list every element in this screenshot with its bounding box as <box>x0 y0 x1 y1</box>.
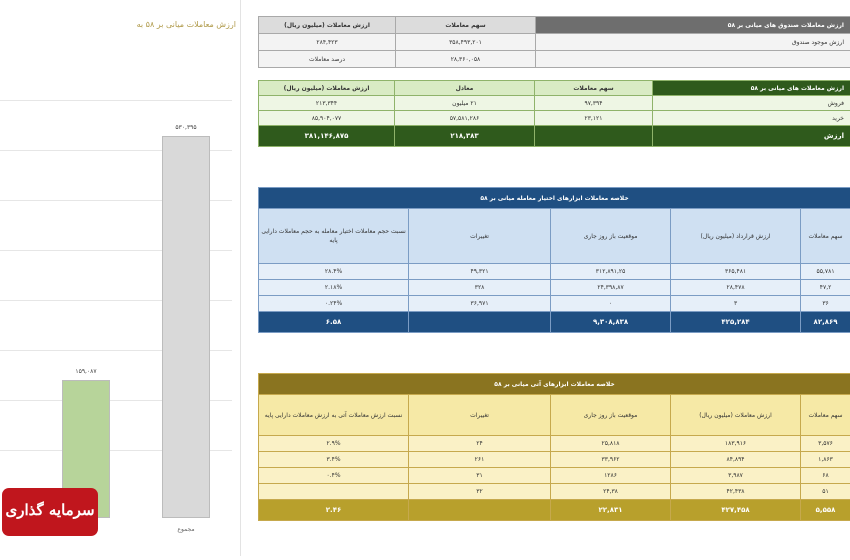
total-cell: ۴۲۵,۲۸۴ <box>671 312 801 333</box>
trades-summary-title: ارزش معاملات های میانی بر ۵۸ <box>653 81 850 96</box>
options-summary-table <box>258 187 850 333</box>
table-cell: ۴۹,۳۲۱ <box>409 264 551 280</box>
col-header: سهم معاملات <box>396 17 536 34</box>
chart-bar <box>162 136 210 518</box>
table-cell: ۲۸,۳۶۰,۰۵۸ <box>396 51 536 68</box>
table-cell: ۲۸۴,۴۲۳ <box>259 34 396 51</box>
col-header: تغییرات <box>409 395 551 436</box>
total-cell: ۳۸۱,۱۴۶,۸۷۵ <box>259 126 395 147</box>
col-header: ارزش معاملات (میلیون ریال) <box>259 81 395 96</box>
col-header: ارزش معاملات (میلیون ریال) <box>259 17 396 34</box>
col-header: ارزش معاملات (میلیون ریال) <box>671 395 801 436</box>
gridline <box>0 100 232 101</box>
bar-category-label: مجموع <box>177 526 195 533</box>
table-cell: ۵۱ <box>801 484 850 500</box>
table-cell: ۳۶ <box>801 296 850 312</box>
chart-title: ارزش معاملات میانی بر ۵۸ به <box>136 20 236 29</box>
table-cell: ۲۳,۱۲۱ <box>535 111 653 126</box>
fund-subtitle: ارزش موجود صندوق <box>536 34 850 51</box>
total-cell <box>409 500 551 521</box>
col-header: نسبت حجم معاملات اختیار معامله به حجم معاملات دارایی پایه <box>259 209 409 264</box>
fund-summary-table <box>258 16 850 68</box>
table-cell: ۳۳,۹۶۲ <box>551 452 671 468</box>
table-row <box>259 296 850 312</box>
row-label: فروش <box>653 96 850 111</box>
bar-value-label: ۱۵۹,۰۸۷ <box>75 368 97 375</box>
futures-summary-table <box>258 373 850 521</box>
table-cell: ۳,۹۸۷ <box>671 468 801 484</box>
table-cell: ۵۵,۷۸۱ <box>801 264 850 280</box>
table-cell: ۲۱ میلیون <box>395 96 535 111</box>
logo-text: سرمایه گذاری <box>5 501 95 519</box>
fund-summary-title: ارزش معاملات صندوق های میانی بر ۵۸ <box>536 17 850 34</box>
table-cell <box>259 484 409 500</box>
table-cell: ۲۴ <box>409 436 551 452</box>
col-header: سهم معاملات <box>535 81 653 96</box>
brand-logo <box>2 488 98 536</box>
table-cell: ۸۵,۹۰۴,۰۷۷ <box>259 111 395 126</box>
total-cell <box>409 312 551 333</box>
options-summary-title: خلاصه معاملات ابزارهای اختیار معامله میانی بر ۵۸ <box>259 188 850 209</box>
total-label: ارزش <box>653 126 850 147</box>
table-row <box>259 280 850 296</box>
total-row <box>259 312 850 333</box>
col-header: ارزش قرارداد (میلیون ریال) <box>671 209 801 264</box>
table-cell: ۵۷,۵۸۱,۲۸۶ <box>395 111 535 126</box>
total-cell: ۹,۳۰۸,۸۳۸ <box>551 312 671 333</box>
bar-value-label: ۵۳۰,۳۹۵ <box>175 124 197 131</box>
row-label: خرید <box>653 111 850 126</box>
table-cell: ۰.۲۴% <box>259 296 409 312</box>
table-cell: ۳.۴% <box>259 452 409 468</box>
table-cell: ۳۶,۹۷۱ <box>409 296 551 312</box>
table-cell: ۸۴,۸۹۴ <box>671 452 801 468</box>
table-cell: ۱۲۸۶ <box>551 468 671 484</box>
table-row <box>259 468 850 484</box>
total-cell: ۴۲۷,۴۵۸ <box>671 500 801 521</box>
total-cell: ۲.۴۶ <box>259 500 409 521</box>
table-cell: ۳,۵۷۶ <box>801 436 850 452</box>
table-cell: ۳۲ <box>409 484 551 500</box>
table-cell: ۰.۴% <box>259 468 409 484</box>
col-header: موقعیت باز روز جاری <box>551 209 671 264</box>
table-cell: ۲۴,۳۹۸,۸۷ <box>551 280 671 296</box>
table-cell: ۲.۹% <box>259 436 409 452</box>
table-cell: ۲.۱۸% <box>259 280 409 296</box>
table-row <box>259 436 850 452</box>
total-cell: ۲۱۸,۳۸۳ <box>395 126 535 147</box>
table-row <box>259 452 850 468</box>
table-cell: ۲۸.۴% <box>259 264 409 280</box>
table-cell: ۲۱۳,۳۴۴ <box>259 96 395 111</box>
table-cell: ۳ <box>671 296 801 312</box>
col-header: سهم معاملات <box>801 209 850 264</box>
table-cell: ۳۱۲,۸۹۱,۲۵ <box>551 264 671 280</box>
col-header: موقعیت باز روز جاری <box>551 395 671 436</box>
total-row <box>259 500 850 521</box>
table-cell: ۳۵۸,۴۹۳,۲۰۱ <box>396 34 536 51</box>
table-cell: درصد معاملات <box>259 51 396 68</box>
table-cell: ۱۸۳,۹۱۶ <box>671 436 801 452</box>
table-cell: ۳۱ <box>409 468 551 484</box>
table-cell: ۲۶۱ <box>409 452 551 468</box>
futures-summary-title: خلاصه معاملات ابزارهای آتی میانی بر ۵۸ <box>259 374 850 395</box>
total-cell: ۶.۵۸ <box>259 312 409 333</box>
table-cell: ۲۸,۴۷۸ <box>671 280 801 296</box>
total-cell: ۸۲,۸۶۹ <box>801 312 850 333</box>
table-cell: ۳۶۵,۴۸۱ <box>671 264 801 280</box>
table-cell: ۰ <box>551 296 671 312</box>
table-row <box>259 264 850 280</box>
table-cell: ۳۲۸ <box>409 280 551 296</box>
table-cell <box>536 51 850 68</box>
total-cell: ۵,۵۵۸ <box>801 500 850 521</box>
table-cell: ۲۴,۳۸ <box>551 484 671 500</box>
table-row <box>259 484 850 500</box>
table-cell: ۱,۸۶۳ <box>801 452 850 468</box>
col-header: سهم معاملات <box>801 395 850 436</box>
total-cell: ۲۲,۸۳۱ <box>551 500 671 521</box>
total-cell <box>535 126 653 147</box>
col-header: معادل <box>395 81 535 96</box>
table-cell: ۴۷,۲ <box>801 280 850 296</box>
chart-panel <box>0 0 241 556</box>
trades-summary-table <box>258 80 850 147</box>
table-cell: ۶۸ <box>801 468 850 484</box>
table-cell: ۴۲,۴۳۸ <box>671 484 801 500</box>
col-header: نسبت ارزش معاملات آتی به ارزش معاملات دارایی پایه <box>259 395 409 436</box>
col-header: تغییرات <box>409 209 551 264</box>
table-cell: ۲۵,۸۱۸ <box>551 436 671 452</box>
table-cell: ۹۷,۳۹۴ <box>535 96 653 111</box>
